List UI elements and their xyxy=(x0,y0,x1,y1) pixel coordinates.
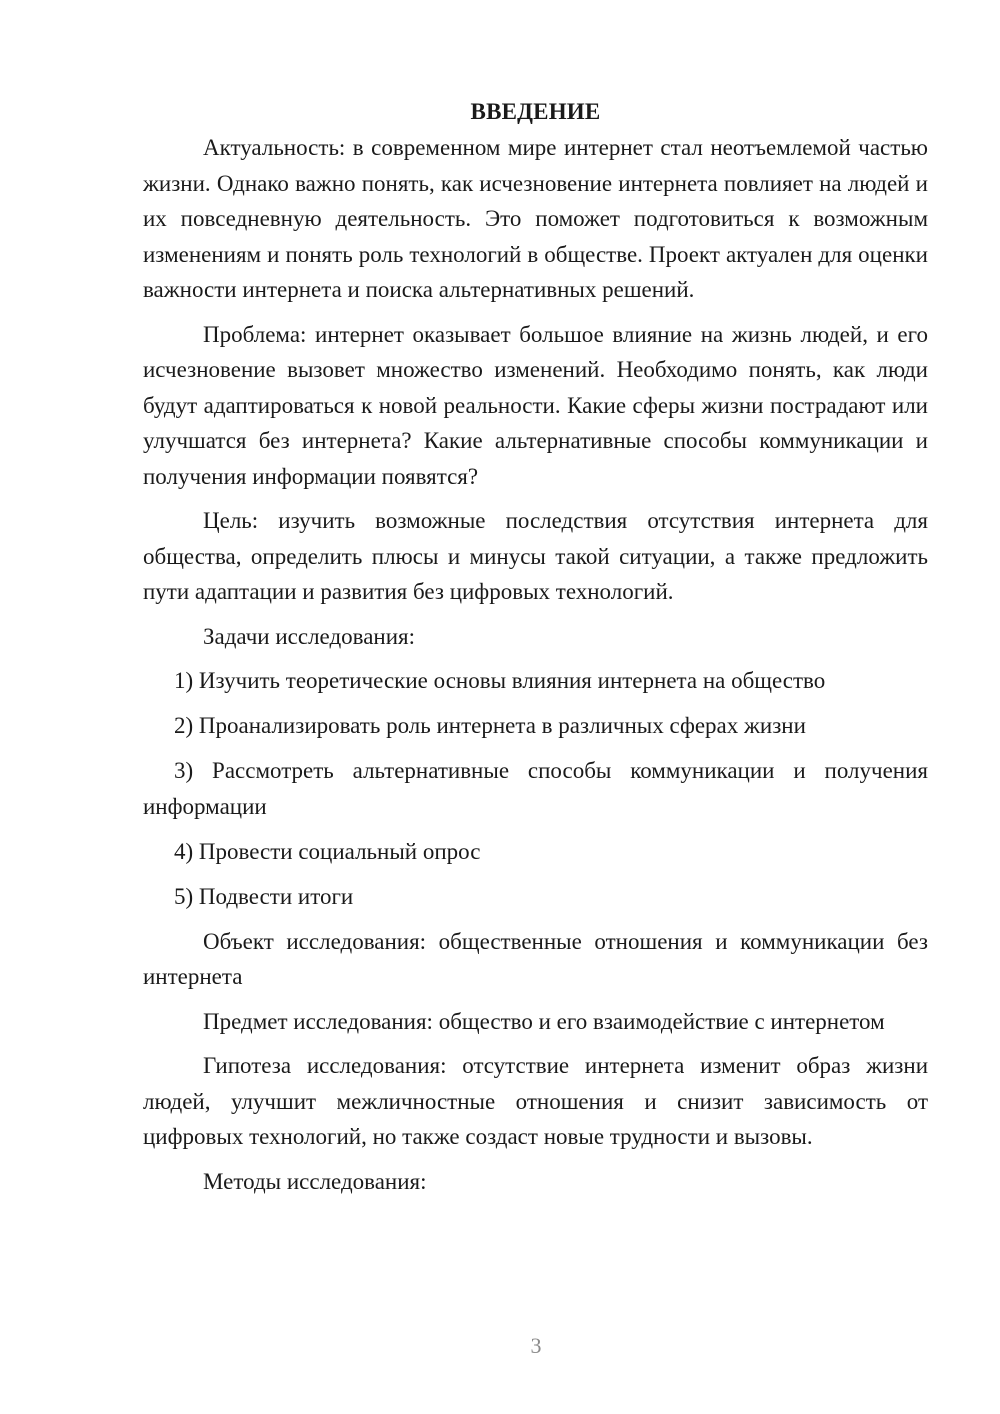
section-title: ВВЕДЕНИЕ xyxy=(470,99,601,124)
goal-paragraph: Цель: изучить возможные последствия отсутствия интернета для общества, определить плюсы и минусы такой ситуации, а также предложить пути адаптации и развития без цифровых технологий. xyxy=(143,508,928,604)
task-item-2: 2) Проанализировать роль интернета в различных сферах жизни xyxy=(174,713,806,738)
page-number: 3 xyxy=(530,1333,542,1358)
problem-paragraph: Проблема: интернет оказывает большое влияние на жизнь людей, и его исчезновение вызовет множество изменений. Необходимо понять, как люди будут адаптироваться к новой реальности. Какие сферы жизни пострадают или улучшатся без интернета? Какие альтернативные способы коммуникации и получения информации появятся? xyxy=(143,321,928,489)
relevance-paragraph: Актуальность: в современном мире интернет стал неотъемлемой частью жизни. Однако важно понять, как исчезновение интернета повлияет на людей и их повседневную деятельность. Это поможет подготовиться к возможным изменениям и понять роль технологий в обществе. Проект актуален для оценки важности интернета и поиска альтернативных решений. xyxy=(143,135,928,302)
task-item-3: 3) Рассмотреть альтернативные способы коммуникации и получения информации xyxy=(143,758,928,819)
tasks-heading: Задачи исследования: xyxy=(203,623,416,649)
task-item-5: 5) Подвести итоги xyxy=(174,883,354,909)
task-item-1: 1) Изучить теоретические основы влияния интернета на общество xyxy=(174,668,826,693)
hypothesis-paragraph: Гипотеза исследования: отсутствие интернета изменит образ жизни людей, улучшит межличностные отношения и снизит зависимость от цифровых технологий, но также создаст новые трудности и вызовы. xyxy=(143,1053,928,1149)
methods-heading: Методы исследования: xyxy=(203,1168,427,1194)
object-paragraph: Объект исследования: общественные отношения и коммуникации без интернета xyxy=(143,928,928,989)
subject-paragraph: Предмет исследования: общество и его взаимодействие с интернетом xyxy=(203,1008,885,1034)
task-item-4: 4) Провести социальный опрос xyxy=(174,838,481,864)
document-page xyxy=(143,97,928,1208)
